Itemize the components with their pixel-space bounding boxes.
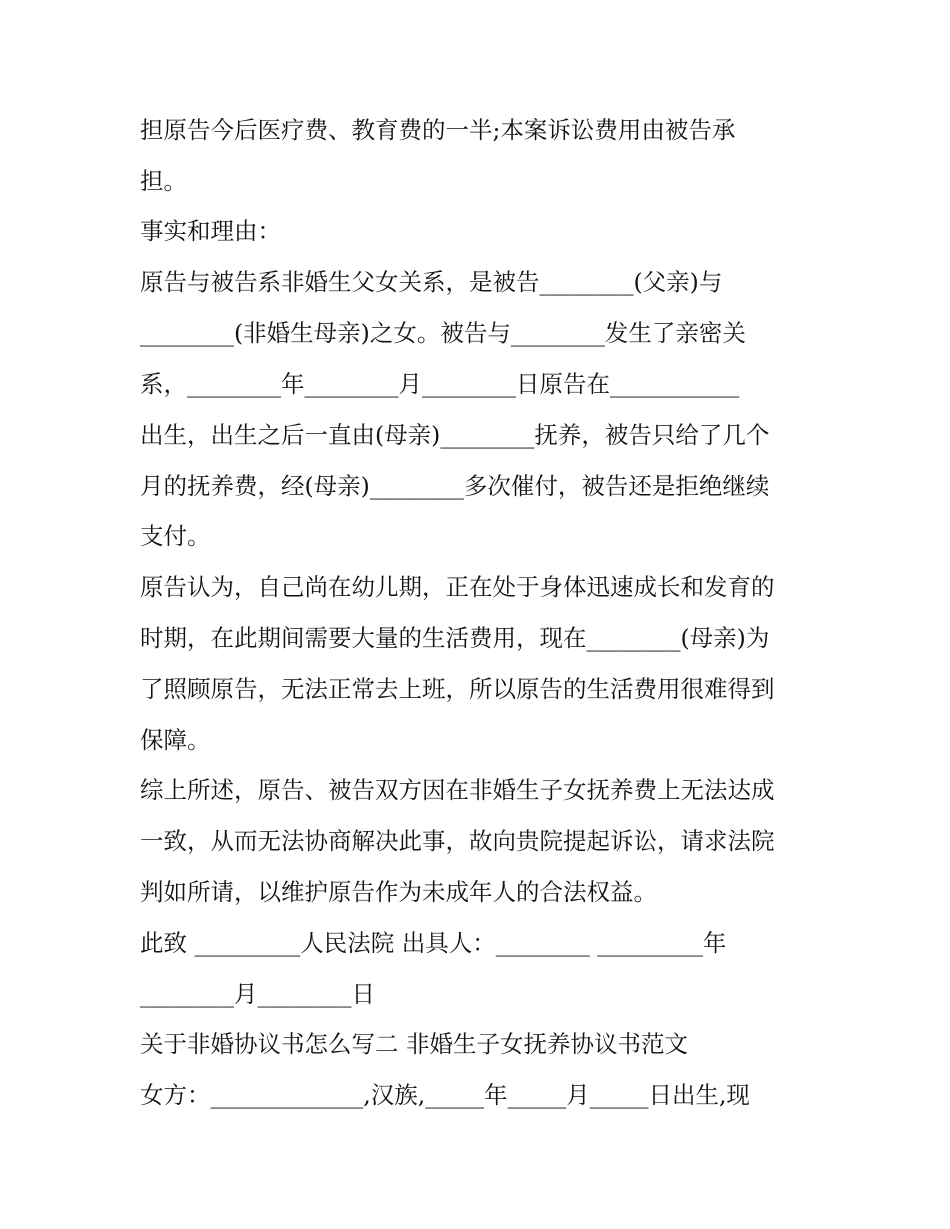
text-line: 综上所述，原告、被告双方因在非婚生子女抚养费上无法达成 — [140, 776, 775, 804]
text-line: 支付。 — [140, 522, 211, 550]
signature-line: 此致 _________人民法院 出具人：________ _________年 — [140, 929, 727, 957]
date-line: ________月________日 — [140, 980, 375, 1008]
text-line: 一致，从而无法协商解决此事，故向贵院提起诉讼，请求法院 — [140, 827, 775, 855]
text-line: ________(非婚生母亲)之女。被告与________发生了亲密关 — [140, 319, 746, 347]
text-line: 判如所请，以维护原告作为未成年人的合法权益。 — [140, 878, 657, 906]
text-line: 原告与被告系非婚生父女关系，是被告________(父亲)与 — [140, 268, 723, 296]
text-line: 担原告今后医疗费、教育费的一半;本案诉讼费用由被告承 — [140, 116, 736, 144]
text-line: 女方：_____________,汉族,_____年_____月_____日出生,现 — [140, 1081, 750, 1109]
text-line: 出生，出生之后一直由(母亲)________抚养，被告只给了几个 — [140, 421, 770, 449]
text-line: 了照顾原告，无法正常去上班，所以原告的生活费用很难得到 — [140, 675, 775, 703]
text-line: 系，________年________月________日原告在___________ — [140, 370, 740, 398]
text-line: 时期，在此期间需要大量的生活费用，现在________(母亲)为 — [140, 624, 770, 652]
section-heading: 事实和理由： — [140, 217, 281, 245]
section-title: 关于非婚协议书怎么写二 非婚生子女抚养协议书范文 — [140, 1030, 688, 1058]
text-line: 月的抚养费，经(母亲)________多次催付，被告还是拒绝继续 — [140, 472, 770, 500]
text-line: 担。 — [140, 167, 187, 195]
text-line: 保障。 — [140, 726, 211, 754]
text-line: 原告认为，自己尚在幼儿期，正在处于身体迅速成长和发育的 — [140, 573, 775, 601]
